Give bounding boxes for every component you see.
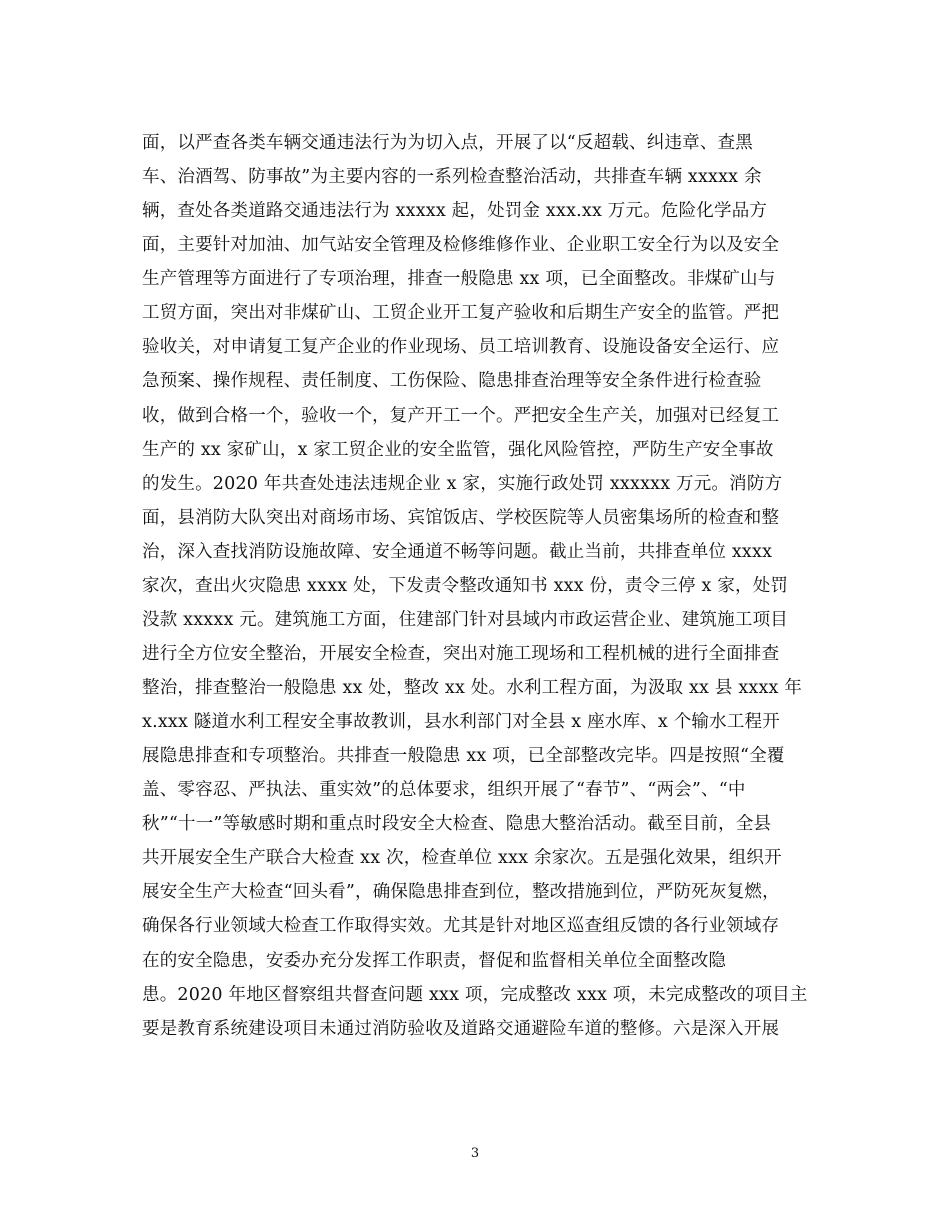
text-line: 工贸方面，突出对非煤矿山、工贸企业开工复产验收和后期生产安全的监管。严把 (142, 303, 780, 324)
text-line: 共开展安全生产联合大检查 xx 次，检查单位 xxx 余家次。五是强化效果，组织开 (142, 848, 782, 869)
text-line: 患。2020 年地区督察组共督查问题 xxx 项，完成整改 xxx 项，未完成整改的项目主 (142, 984, 808, 1005)
text-line: 没款 xxxxx 元。建筑施工方面，住建部门针对县域内市政运营企业、建筑施工项目 (142, 609, 788, 630)
text-line: 急预案、操作规程、责任制度、工伤保险、隐患排查治理等安全条件进行检查验 (142, 371, 762, 392)
text-line: 要是教育系统建设项目未通过消防验收及道路交通避险车道的整修。六是深入开展 (142, 1018, 780, 1039)
text-line: 展安全生产大检查“回头看”，确保隐患排查到位，整改措施到位，严防死灰复燃， (142, 882, 780, 903)
text-line: 收，做到合格一个，验收一个，复产开工一个。严把安全生产关，加强对已经复工 (142, 405, 780, 426)
body-paragraph (142, 126, 842, 1046)
text-line: 盖、零容忍、严执法、重实效”的总体要求，组织开展了“春节”、“两会”、“中 (142, 780, 746, 801)
text-line: 治，深入查找消防设施故障、安全通道不畅等问题。截止当前，共排查单位 xxxx (142, 541, 773, 562)
text-line: 车、治酒驾、防事故”为主要内容的一系列检查整治活动，共排查车辆 xxxxx 余 (142, 167, 762, 188)
text-line: 整治，排查整治一般隐患 xx 处，整改 xx 处。水利工程方面，为汲取 xx 县 xxxx 年 (142, 678, 803, 698)
page-number: 3 (470, 1146, 480, 1161)
text-line: 辆，查处各类道路交通违法行为 xxxxx 起，处罚金 xxx.xx 万元。危险化学品方 (142, 201, 768, 222)
text-line: 面，县消防大队突出对商场市场、宾馆饭店、学校医院等人员密集场所的检查和整 (142, 507, 780, 528)
text-line: 在的安全隐患，安委办充分发挥工作职责，督促和监督相关单位全面整改隐 (142, 950, 727, 971)
text-line: 面，以严查各类车辆交通违法行为为切入点，开展了以“反超载、纠违章、查黑 (142, 133, 753, 153)
text-line: 生产的 xx 家矿山，x 家工贸企业的安全监管，强化风险管控，严防生产安全事故 (142, 439, 774, 460)
text-line: 进行全方位安全整治，开展安全检查，突出对施工现场和工程机械的进行全面排查 (142, 643, 780, 664)
text-line: 秋”“十一”等敏感时期和重点时段安全大检查、隐患大整治活动。截至目前，全县 (142, 814, 772, 835)
text-line: 展隐患排查和专项整治。共排查一般隐患 xx 项，已全部整改完毕。四是按照“全覆 (142, 746, 785, 767)
text-line: 家次，查出火灾隐患 xxxx 处，下发责令整改通知书 xxx 份，责令三停 x 家，处罚 (142, 575, 789, 596)
text-line: 验收关，对申请复工复产企业的作业现场、员工培训教育、设施设备安全运行、应 (142, 337, 780, 358)
text-line: 的发生。2020 年共查处违法违规企业 x 家，实施行政处罚 xxxxxx 万元。消防方 (142, 473, 783, 494)
text-line: x.xxx 隧道水利工程安全事故教训，县水利部门对全县 x 座水库、x 个输水工程开 (142, 712, 780, 733)
text-line: 生产管理等方面进行了专项治理，排查一般隐患 xx 项，已全面整改。非煤矿山与 (142, 269, 776, 290)
text-line: 面，主要针对加油、加气站安全管理及检修维修作业、企业职工安全行为以及安全 (142, 235, 780, 256)
text-line: 确保各行业领域大检查工作取得实效。尤其是针对地区巡查组反馈的各行业领域存 (142, 916, 780, 937)
